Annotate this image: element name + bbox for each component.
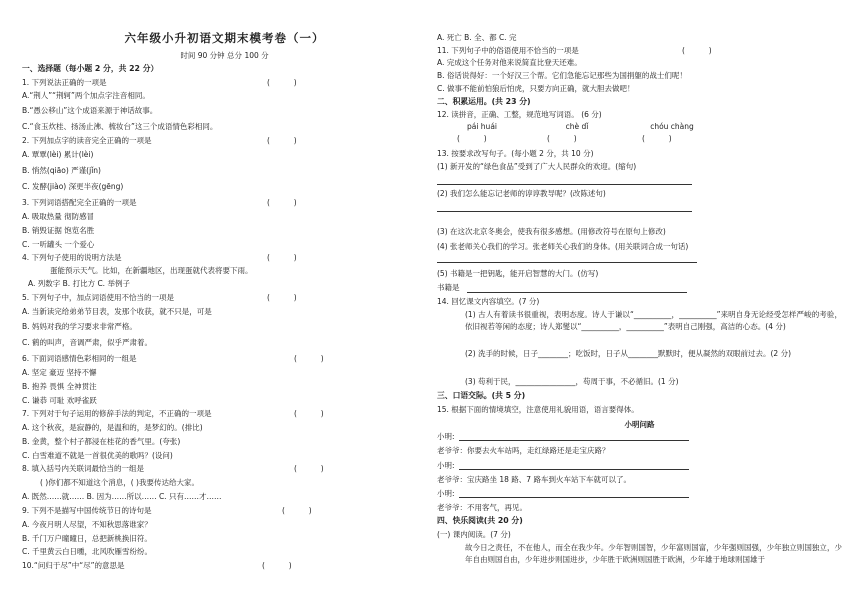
option-line: B.“愚公移山”这个成语来源于神话故事。: [22, 106, 158, 115]
option-line: A. 坚定 豪迈 坚持不懈: [22, 368, 97, 377]
answer-bracket: ( ): [294, 464, 324, 473]
question-line: 7. 下列对于句子运用的修辞手法的判定，不正确的一项是: [22, 409, 212, 418]
option-line: A. 完成这个任务对他来说简直比登天还难。: [437, 58, 582, 67]
question-line: 9. 下列不是描写中国传统节日的诗句是: [22, 506, 152, 515]
option-line: C. 谦恭 可耻 欢呼雀跃: [22, 396, 97, 405]
question-line: 12. 读拼音，正确、工整，规范地写词语。 (6 分): [437, 110, 602, 119]
question-line: (一) 课内阅读。(7 分): [437, 530, 511, 539]
answer-bracket: ( ): [262, 561, 292, 570]
fill-blank-passage: (3) 苟利于民，________________，苟周于事，不必循旧。(1 分): [465, 377, 679, 386]
option-line: C. 发酵(jiào) 深更半夜(gēng): [22, 182, 124, 191]
dialogue-title: 小明问路: [624, 420, 655, 429]
section-heading: 一、选择题（每小题 2 分，共 22 分）: [22, 64, 159, 73]
question-line: 6. 下面词语感情色彩相同的一组是: [22, 354, 137, 363]
option-line: B. 千门万户曈曈日，总把新桃换旧符。: [22, 534, 152, 543]
question-line: 8. 填入括号内关联词最恰当的一组是: [22, 464, 145, 473]
sub-question: (4) 张老师关心我们的学习。张老师关心我们的身体。(用关联词合成一句话): [437, 242, 689, 251]
question-line: 11. 下列句子中的俗语使用不恰当的一项是: [437, 46, 579, 55]
answer-bracket: ( ): [294, 354, 324, 363]
exam-subtitle: 时间 90 分钟 总分 100 分: [180, 51, 269, 60]
answer-bracket: ( ): [294, 409, 324, 418]
option-line: C. 做事不能前怕狼后怕虎，只要方向正确，就大胆去做吧！: [437, 84, 635, 93]
option-line: B. 悄然(qiāo) 严谨(jǐn): [22, 166, 101, 175]
option-line: B. 妈妈对我的学习要求非常严格。: [22, 322, 137, 331]
option-line: A. 今夜月明人尽望，不知秋思落谁家？: [22, 520, 152, 529]
answer-bracket: ( ): [547, 134, 577, 143]
answer-bracket: ( ): [457, 134, 487, 143]
question-line: 13. 按要求改写句子。(每小题 2 分，共 10 分): [437, 149, 594, 158]
answer-bracket: ( ): [267, 136, 297, 145]
section-heading: 三、口语交际。(共 5 分): [437, 391, 526, 400]
answer-bracket: ( ): [267, 198, 297, 207]
dialogue-speaker: 小明:: [437, 461, 455, 470]
answer-bracket: ( ): [267, 253, 297, 262]
answer-bracket: ( ): [267, 293, 297, 302]
option-line: A.“荆人”“荆轲”两个加点字注音相同。: [22, 91, 150, 100]
dialogue-speaker: 小明:: [437, 432, 455, 441]
fill-prompt: 书籍是: [437, 283, 460, 292]
question-line: 3. 下列词语搭配完全正确的一项是: [22, 198, 137, 207]
answer-line: [437, 262, 697, 263]
dialogue-speaker: 小明:: [437, 489, 455, 498]
option-line: B. 俗话说得好：一个好汉三个帮。它们急能忘记那些为国捐躯的战士们呢！: [437, 71, 687, 80]
answer-line: [459, 440, 689, 441]
option-line: A. 死亡 B. 全、都 C. 完: [437, 33, 517, 42]
answer-bracket: ( ): [682, 46, 712, 55]
sub-question: (1) 新开发的“绿色食品”受到了广大人民群众的欢迎。(缩句): [437, 162, 637, 171]
question-line: 5. 下列句子中，加点词语使用不恰当的一项是: [22, 293, 175, 302]
question-line: 10.“问归于尽”中“尽”的意思是: [22, 561, 125, 570]
exam-title: 六年级小升初语文期末模考卷（一）: [124, 31, 325, 45]
section-heading: 二、积累运用。(共 23 分): [437, 97, 531, 106]
option-line: A. 既然……就…… B. 因为……所以…… C. 只有……才……: [22, 492, 222, 501]
option-line: A. 当新读完给弟弟节目表，发那个收获，就不只是，可是: [22, 307, 212, 316]
reading-passage: 故今日之责任，不在他人，而全在我少年。少年智则国智，少年富则国富，少年强则国强，少年独立则国独立，少年自由则国自由，少年进步则国进步，少年胜于欧洲则国胜于欧洲，少年雄于地球则国雄于: [465, 543, 842, 564]
fill-blank-passage: (1) 古人有着读书很重视，表明态度。诗人于谦以“__________，__________”来明自身无论经受怎样严峻的考验，依旧视若等闲的态度；诗人郑燮以“__________，__________”表明自己刚强，高洁的心态。(4 分): [465, 310, 842, 331]
option-line: A. 吸取热量 彻防感冒: [22, 212, 95, 221]
pinyin-label: chè dǐ: [565, 122, 589, 131]
option-line: C. 鹤的叫声，音调严肃，似乎严肃着。: [22, 338, 153, 347]
answer-line: [437, 184, 692, 185]
option-line: C. 一听罐头 一个爱心: [22, 240, 95, 249]
answer-line: [459, 469, 689, 470]
pinyin-label: chóu chàng: [650, 122, 694, 131]
answer-line: [459, 497, 689, 498]
question-line: 4. 下列句子使用的说明方法是: [22, 253, 122, 262]
option-line: A. 列数字 B. 打比方 C. 举例子: [28, 279, 130, 288]
question-line: 2. 下列加点字的读音完全正确的一项是: [22, 136, 152, 145]
answer-bracket: ( ): [267, 78, 297, 87]
option-line: C. 千里黄云白日曛，北风吹雁雪纷纷。: [22, 547, 153, 556]
section-heading: 四、快乐阅读(共 20 分): [437, 516, 523, 525]
option-line: C. 白雪难道不就是一首很优美的歌吗？(设问): [22, 451, 173, 460]
dialogue-line: 老爷爷：不用客气，再见。: [437, 503, 527, 512]
dialogue-line: 老爷爷：宝庆路坐 18 路、7 路车到火车站下车就可以了。: [437, 475, 631, 484]
option-line: B. 抱养 畏惧 全神贯注: [22, 382, 97, 391]
answer-line: [467, 292, 687, 293]
question-passage: ( )你们都不知道这个消息，( )我要传达给大家。: [40, 478, 199, 487]
answer-bracket: ( ): [642, 134, 672, 143]
answer-line: [437, 211, 692, 212]
option-line: B. 金黄，整个村子都浸在桂花的香气里。(夸张): [22, 437, 181, 446]
answer-bracket: ( ): [282, 506, 312, 515]
sub-question: (2) 我们怎么能忘记老师的谆谆教导呢？(改陈述句): [437, 189, 606, 198]
option-line: A. 覃覃(lèi) 累计(lèi): [22, 150, 94, 159]
option-line: A. 这个秋夜，是寂静的，是温和的，是梦幻的。(排比): [22, 423, 203, 432]
question-line: 15. 根据下面的情境填空，注意使用礼貌用语，语言要得体。: [437, 405, 639, 414]
fill-blank-passage: (2) 洗手的时候，日子________；吃饭时，日子从________默默时，便从凝然的双眼前过去。(2 分): [465, 349, 792, 358]
sub-question: (3) 在这次北京冬奥会，使我有很多感想。(用修改符号在原句上修改): [437, 227, 666, 236]
question-line: 1. 下列说法正确的一项是: [22, 78, 107, 87]
pinyin-label: pái huái: [466, 122, 497, 131]
dialogue-line: 老爷爷：你要去火车站吗，走红绿路还是走宝庆路？: [437, 446, 610, 455]
option-line: B. 销毁证据 饱览名胜: [22, 226, 95, 235]
question-line: 14. 回忆课文内容填空。(7 分): [437, 297, 540, 306]
option-line: C.“食玉炊桂、扬汤止沸、梳妆台”这三个成语情色彩相同。: [22, 122, 218, 131]
question-passage: 蛋能预示天气。比如，在新疆地区，出现蛋就代表将要下雨。: [50, 266, 253, 275]
sub-question: (5) 书籍是一把钥匙，能开启智慧的大门。(仿写): [437, 269, 599, 278]
